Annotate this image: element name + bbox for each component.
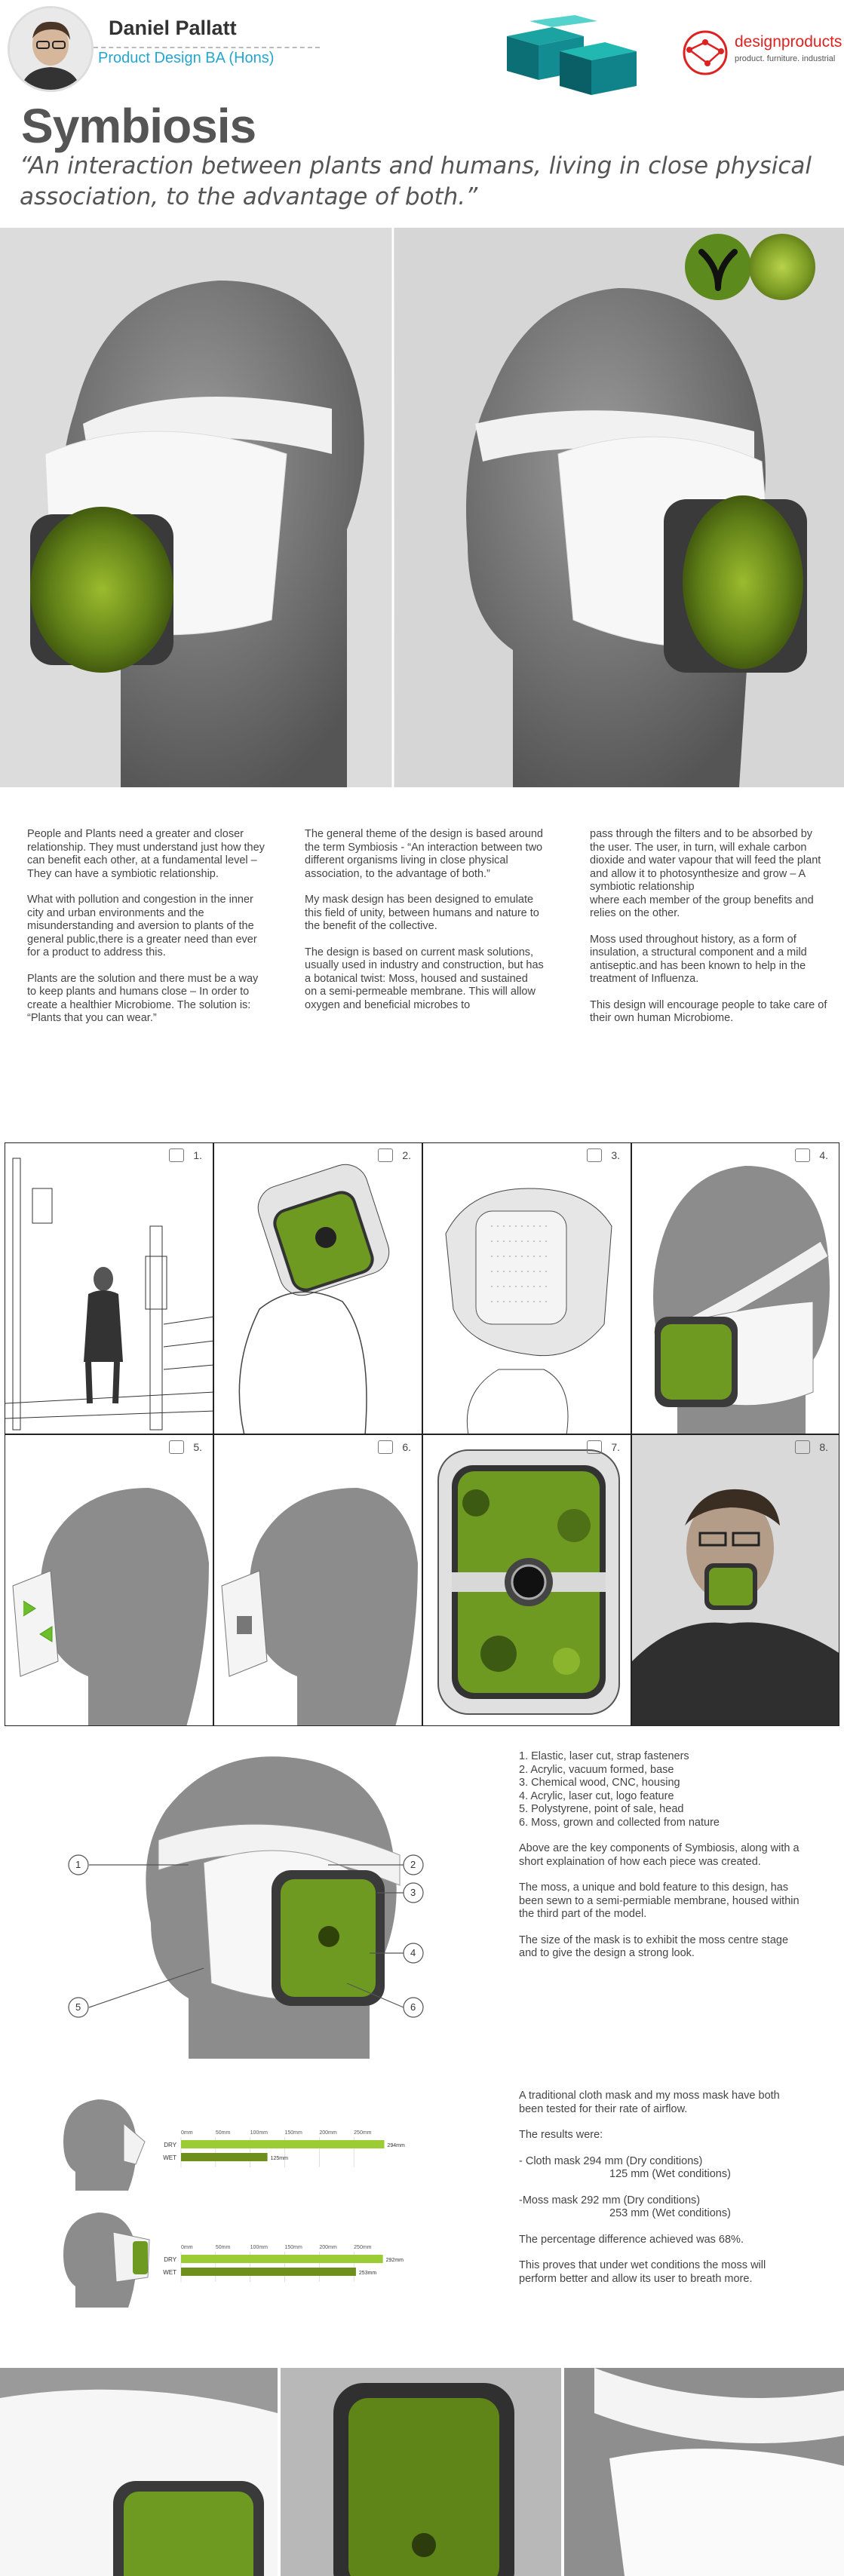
scale-tick-label: 0mm <box>181 2130 193 2136</box>
wet-row-label: WET <box>163 2269 176 2276</box>
airflow-results-label: The results were: <box>519 2129 603 2141</box>
designer-course: Product Design BA (Hons) <box>98 50 275 66</box>
airflow-intro: A traditional cloth mask and my moss mask have both been tested for their rate of airflow. <box>519 2090 780 2115</box>
storyboard-panel <box>631 1434 839 1726</box>
callout-label: 5 <box>75 2001 81 2013</box>
panel-number: 2. <box>402 1149 411 1161</box>
intro-paragraph: The design is based on current mask solutions, usually used in industry and construction, but has a botanical twist: Moss, housed and sustained on a semi-permeable membrane. This will allow oxygen and beneficial microbes to <box>305 946 544 1011</box>
scale-tick-label: 250mm <box>354 2130 372 2136</box>
scale-tick-label: 100mm <box>250 2130 269 2136</box>
components-list <box>519 1750 806 1829</box>
moss-dry: -Moss mask 292 mm (Dry conditions) <box>519 2194 701 2206</box>
mask-pictogram-icon <box>378 1440 393 1454</box>
panel-number: 8. <box>819 1441 828 1453</box>
panel-number: 7. <box>611 1441 620 1453</box>
detail-photo <box>564 2368 844 2576</box>
brand-tagline: product. furniture. industrial <box>735 54 836 63</box>
intro-paragraph: People and Plants need a greater and closer relationship. They must understand just how they can benefit each other, at a fundamental level – They can have a symbiotic relationship. <box>27 828 265 880</box>
callout-label: 3 <box>410 1887 416 1898</box>
mask-pictogram-icon <box>378 1148 393 1162</box>
intro-column-2 <box>305 828 545 1025</box>
scale-tick-label: 50mm <box>215 2130 231 2136</box>
storyboard-panel <box>422 1434 631 1726</box>
list-item: 2. Acrylic, vacuum formed, base <box>519 1763 674 1776</box>
storyboard <box>0 1142 844 1726</box>
list-item: 1. Elastic, laser cut, strap fasteners <box>519 1750 689 1762</box>
storyboard-panel <box>5 1142 213 1434</box>
intro-paragraph: Plants are the solution and there must be a way to keep plants and humans close – In order to create a healthier Microbiome. The solution is: “Plants that you can wear.” <box>27 972 259 1024</box>
scale-tick-label: 150mm <box>284 2130 302 2136</box>
project-quote: “An interaction between plants and humans, living in close physical association, to the advantage of both.” <box>20 152 812 210</box>
callout-label: 2 <box>410 1859 416 1870</box>
intro-paragraph: pass through the filters and to be absorbed by the user. The user, in turn, will exhale carbon dioxide and water vapour that will feed the plant and allow it to photosynthesize and grow – A symbiotic relationship where each member of the group benefits and relies on the other. <box>590 828 821 919</box>
airflow-difference: The percentage difference achieved was 68%. <box>519 2233 744 2246</box>
mask-pictogram-icon <box>587 1440 602 1454</box>
wet-bar <box>181 2268 356 2276</box>
panel-number: 6. <box>402 1441 411 1453</box>
wet-row-label: WET <box>163 2154 176 2161</box>
scale-tick-label: 50mm <box>215 2245 231 2250</box>
project-title: Symbiosis <box>21 99 256 153</box>
detail-photo <box>281 2368 561 2576</box>
cloth-dry: - Cloth mask 294 mm (Dry conditions) <box>519 2154 703 2167</box>
airflow-cloth-result <box>519 2155 806 2182</box>
panel-number: 1. <box>193 1149 202 1161</box>
callout-label: 4 <box>410 1947 416 1958</box>
component-diagram <box>45 1742 468 2059</box>
intro-paragraph: My mask design has been designed to emulate this field of unity, between humans and nature to the benefit of the collective. <box>305 894 539 932</box>
components-paragraph: The moss, a unique and bold feature to this design, has been sewn to a semi-permiable membrane, housed within the third part of the model. <box>519 1881 799 1920</box>
cloth-wet: 125 mm (Wet conditions) <box>609 2168 731 2180</box>
scale-tick-label: 250mm <box>354 2245 372 2250</box>
university-logo <box>499 14 665 104</box>
storyboard-panel <box>631 1142 839 1434</box>
components-paragraph: Above are the key components of Symbiosis, along with a short explaination of how each piece was created. <box>519 1842 799 1868</box>
hero-photo <box>0 228 844 787</box>
mask-pictogram-icon <box>795 1148 810 1162</box>
components-text <box>519 1750 806 1961</box>
airflow-text <box>519 2090 806 2298</box>
list-item: 6. Moss, grown and collected from nature <box>519 1816 720 1829</box>
moss-sample-badge <box>749 234 815 300</box>
panel-number: 3. <box>611 1149 620 1161</box>
callout-label: 6 <box>410 2001 416 2013</box>
storyboard-panel <box>422 1142 631 1434</box>
components-paragraph: The size of the mask is to exhibit the moss centre stage and to give the design a strong look. <box>519 1934 789 1959</box>
scale-tick-label: 200mm <box>319 2130 337 2136</box>
storyboard-panel <box>213 1434 422 1726</box>
symbiosis-logo-icon <box>685 234 751 300</box>
intro-paragraph: What with pollution and congestion in the inner city and urban environments and the misunderstanding and aversion to plants of the general public,there is a greater need than ever for a product to address this. <box>27 894 257 958</box>
mask-pictogram-icon <box>169 1148 184 1162</box>
intro-paragraph: This design will encourage people to take care of their own human Microbiome. <box>590 998 827 1024</box>
scale-tick-label: 100mm <box>250 2245 269 2250</box>
brand-name: designproducts <box>735 33 842 51</box>
list-item: 3. Chemical wood, CNC, housing <box>519 1777 680 1789</box>
designproducts-logo-icon <box>680 29 730 77</box>
list-item: 4. Acrylic, laser cut, logo feature <box>519 1789 674 1802</box>
dry-bar <box>181 2140 385 2148</box>
airflow-moss-result <box>519 2194 806 2221</box>
wet-bar-value: 125mm <box>270 2156 288 2161</box>
dry-bar-value: 292mm <box>385 2258 404 2263</box>
scale-tick-label: 0mm <box>181 2245 193 2250</box>
detail-photo <box>0 2368 278 2576</box>
designer-name: Daniel Pallatt <box>109 17 237 39</box>
intro-paragraph: Moss used throughout history, as a form of insulation, a structural component and a mild antiseptic.and has been known to help in the treatment of Influenza. <box>590 933 807 985</box>
name-divider <box>94 47 320 48</box>
list-item: 5. Polystyrene, point of sale, head <box>519 1803 684 1815</box>
scale-tick-label: 150mm <box>284 2245 302 2250</box>
designer-avatar <box>8 6 94 92</box>
airflow-conclusion: This proves that under wet conditions the moss will perform better and allow its user to breath more. <box>519 2259 766 2285</box>
callout-label: 1 <box>75 1859 81 1870</box>
panel-number: 5. <box>193 1441 202 1453</box>
dry-row-label: DRY <box>164 2256 176 2263</box>
panel-number: 4. <box>819 1149 828 1161</box>
wet-bar <box>181 2153 268 2161</box>
dry-bar-value: 294mm <box>387 2143 405 2148</box>
dry-row-label: DRY <box>164 2142 176 2148</box>
intro-paragraph: The general theme of the design is based around the term Symbiosis - “An interaction between two different organisms living in close physical association, to the advantage of both.” <box>305 828 543 880</box>
wet-bar-value: 253mm <box>358 2271 377 2276</box>
moss-wet: 253 mm (Wet conditions) <box>609 2207 731 2219</box>
storyboard-panel <box>5 1434 213 1726</box>
mask-pictogram-icon <box>169 1440 184 1454</box>
dry-bar <box>181 2255 383 2263</box>
intro-column-3 <box>590 828 830 1038</box>
detail-photos <box>0 2368 844 2576</box>
mask-pictogram-icon <box>587 1148 602 1162</box>
intro-column-1 <box>27 828 267 1038</box>
scale-tick-label: 200mm <box>319 2245 337 2250</box>
airflow-comparison <box>60 2089 483 2308</box>
storyboard-panel <box>213 1142 422 1434</box>
mask-pictogram-icon <box>795 1440 810 1454</box>
